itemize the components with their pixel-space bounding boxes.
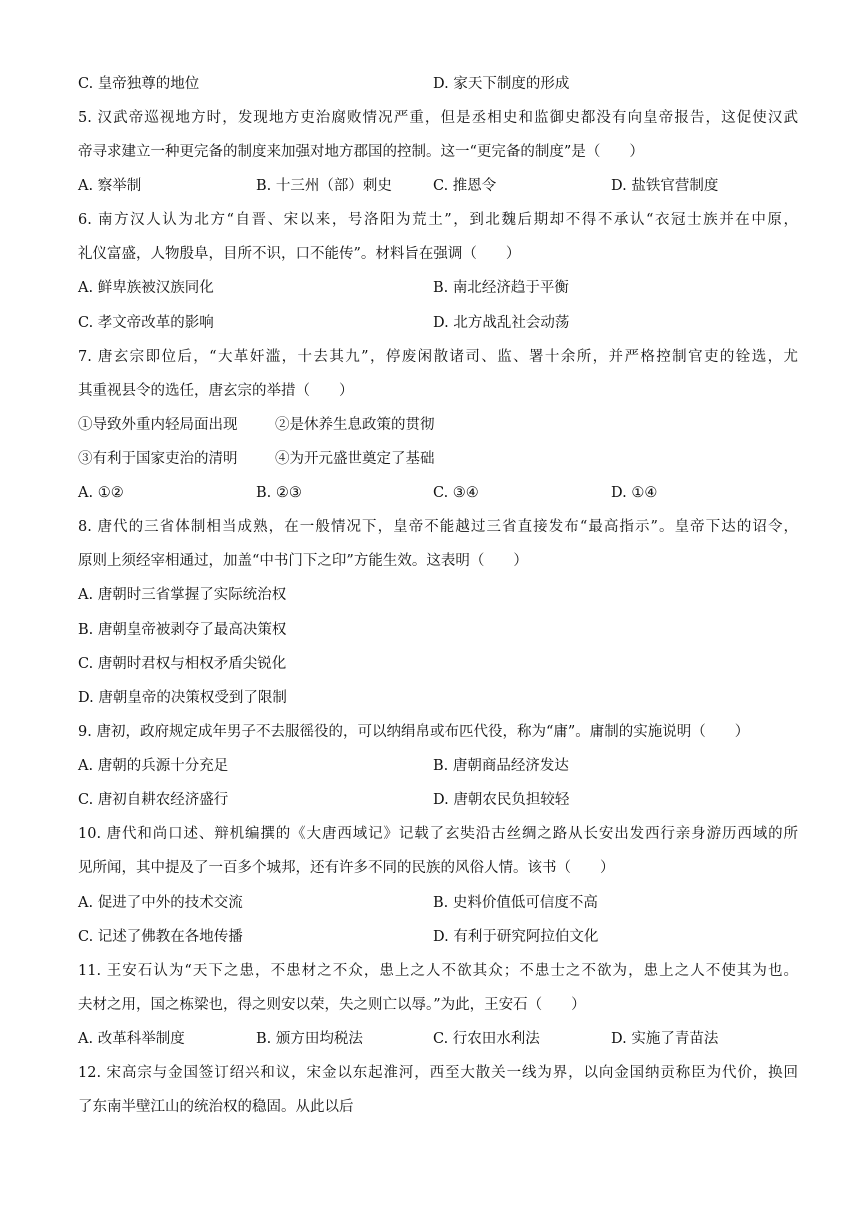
q9-option-a: A. 唐朝的兵源十分充足 <box>78 758 229 774</box>
q10-option-d: D. 有利于研究阿拉伯文化 <box>433 929 599 945</box>
q11-option-b: B. 颁方田均税法 <box>256 1031 363 1047</box>
q10-option-b: B. 史料价值低可信度不高 <box>433 895 598 911</box>
q10-option-c: C. 记述了佛教在各地传播 <box>78 929 243 945</box>
q5-stem-line-1: 5. 汉武帝巡视地方时，发现地方吏治腐败情况严重，但是丞相史和监御史都没有向皇帝报告，这促使汉武 <box>78 110 798 126</box>
q7-stem-line-1: 7. 唐玄宗即位后，“大革奸滥，十去其九”，停废闲散诸司、监、署十余所，并严格控制官吏的铨选，尤 <box>78 349 798 365</box>
q5-option-a: A. 察举制 <box>78 178 142 194</box>
q7-option-a: A. ①② <box>78 485 124 501</box>
q12-stem-line-1: 12. 宋高宗与金国签订绍兴和议，宋金以东起淮河，西至大散关一线为界，以向金国纳贡称臣为代价，换回 <box>78 1065 798 1081</box>
q7-option-d: D. ①④ <box>611 485 658 501</box>
q8-stem-line-1: 8. 唐代的三省体制相当成熟，在一般情况下，皇帝不能越过三省直接发布“最高指示”。皇帝下达的诏令， <box>78 519 798 535</box>
q4-option-d: D. 家天下制度的形成 <box>433 76 570 92</box>
q10-stem-line-1: 10. 唐代和尚口述、辩机编撰的《大唐西域记》记载了玄奘沿古丝绸之路从长安出发西行亲身游历西域的所 <box>78 826 798 842</box>
q10-option-a: A. 促进了中外的技术交流 <box>78 895 243 911</box>
q4-option-c: C. 皇帝独尊的地位 <box>78 76 200 92</box>
q5-option-b: B. 十三州（部）刺史 <box>256 178 392 194</box>
q6-option-a: A. 鲜卑族被汉族同化 <box>78 280 214 296</box>
q6-stem-line-1: 6. 南方汉人认为北方“自晋、宋以来，号洛阳为荒土”，到北魏后期却不得不承认“衣冠士族并在中原， <box>78 212 798 228</box>
q10-stem-line-2: 见所闻，其中提及了一百多个城邦，还有许多不同的民族的风俗人情。该书（ ） <box>78 860 615 876</box>
q11-stem-line-1: 11. 王安石认为“天下之患，不患材之不众，患上之人不欲其众；不患士之不欲为，患上之人不使其为也。 <box>78 963 798 979</box>
q9-stem-line-1: 9. 唐初，政府规定成年男子不去服徭役的，可以纳绢帛或布匹代役，称为“庸”。庸制的实施说明（ ） <box>78 724 750 740</box>
q9-option-d: D. 唐朝农民负担较轻 <box>433 792 570 808</box>
q7-item-3: ③有利于国家吏治的清明 <box>78 451 238 467</box>
q7-item-1: ①导致外重内轻局面出现 <box>78 417 238 433</box>
q8-option-c: C. 唐朝时君权与相权矛盾尖锐化 <box>78 656 287 672</box>
q11-option-a: A. 改革科举制度 <box>78 1031 185 1047</box>
q6-option-c: C. 孝文帝改革的影响 <box>78 315 214 331</box>
q5-option-c: C. 推恩令 <box>433 178 497 194</box>
q11-stem-line-2: 夫材之用，国之栋梁也，得之则安以荣，失之则亡以辱。”为此，王安石（ ） <box>78 997 586 1013</box>
q5-stem-line-2: 帝寻求建立一种更完备的制度来加强对地方郡国的控制。这一“更完备的制度”是（ ） <box>78 144 644 160</box>
q8-option-d: D. 唐朝皇帝的决策权受到了限制 <box>78 690 287 706</box>
q6-stem-line-2: 礼仪富盛，人物殷阜，目所不识，口不能传”。材料旨在强调（ ） <box>78 246 521 262</box>
q7-stem-line-2: 其重视县令的选任，唐玄宗的举措（ ） <box>78 383 354 399</box>
q8-option-b: B. 唐朝皇帝被剥夺了最高决策权 <box>78 622 287 638</box>
q12-stem-line-2: 了东南半壁江山的统治权的稳固。从此以后 <box>78 1099 354 1115</box>
q8-option-a: A. 唐朝时三省掌握了实际统治权 <box>78 587 287 603</box>
q7-option-b: B. ②③ <box>256 485 302 501</box>
q7-item-2: ②是休养生息政策的贯彻 <box>275 417 435 433</box>
q7-option-c: C. ③④ <box>433 485 479 501</box>
q11-option-c: C. 行农田水利法 <box>433 1031 540 1047</box>
q5-option-d: D. 盐铁官营制度 <box>611 178 719 194</box>
q9-option-b: B. 唐朝商品经济发达 <box>433 758 569 774</box>
q11-option-d: D. 实施了青苗法 <box>611 1031 719 1047</box>
q6-option-d: D. 北方战乱社会动荡 <box>433 315 570 331</box>
q6-option-b: B. 南北经济趋于平衡 <box>433 280 569 296</box>
q7-item-4: ④为开元盛世奠定了基础 <box>275 451 435 467</box>
q9-option-c: C. 唐初自耕农经济盛行 <box>78 792 229 808</box>
q8-stem-line-2: 原则上须经宰相通过，加盖“中书门下之印”方能生效。这表明（ ） <box>78 553 528 569</box>
